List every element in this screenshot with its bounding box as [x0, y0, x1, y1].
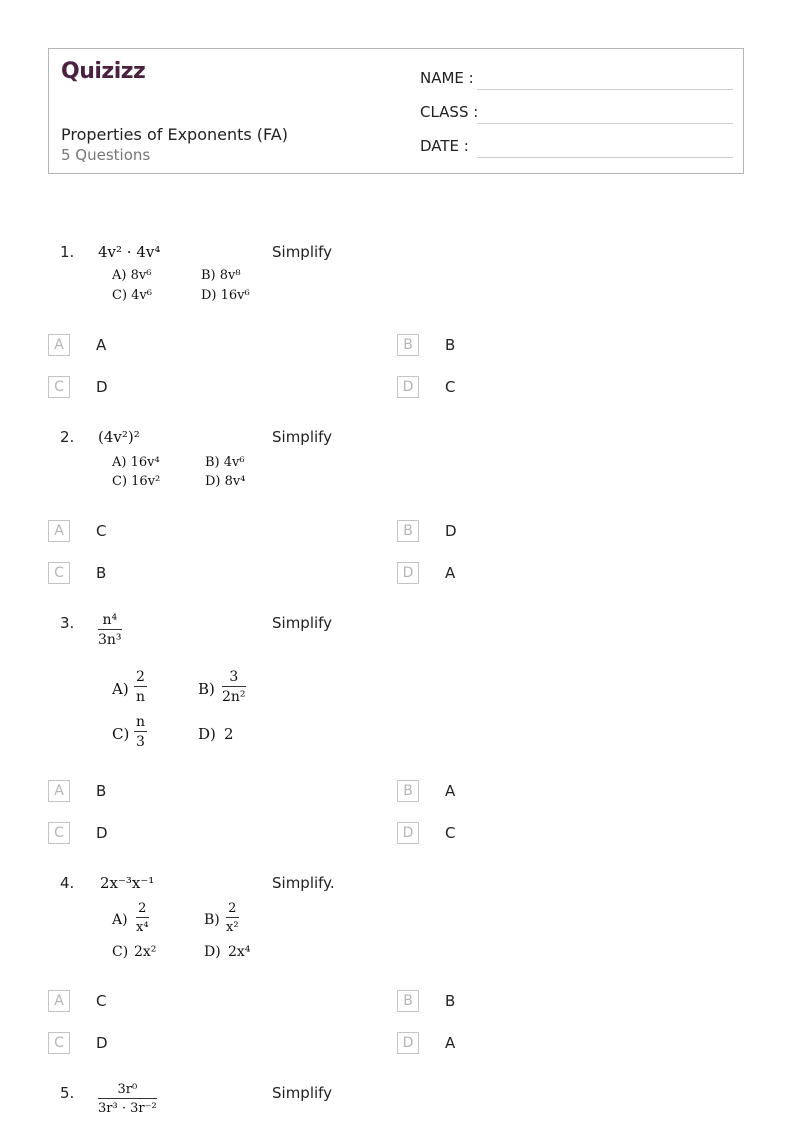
choice-label: A) [112, 680, 129, 698]
question-prompt: Simplify [272, 428, 333, 446]
question-number: 2. [60, 428, 75, 446]
worksheet-title: Properties of Exponents (FA) [61, 125, 288, 144]
question-prompt: Simplify [272, 243, 333, 261]
option-text: C [96, 522, 107, 540]
option-letter-box: D [397, 1032, 419, 1054]
option-text: A [445, 564, 456, 582]
choice-denominator: n [135, 689, 145, 705]
option-text: D [96, 1034, 108, 1052]
question-expression: (4v²)² [98, 428, 140, 446]
choice-numerator: n [136, 714, 146, 730]
quizizz-logo: Quizizz [61, 59, 146, 84]
option-text: A [96, 336, 107, 354]
question-number: 1. [60, 243, 75, 261]
choice-label: D) [204, 944, 221, 960]
question-number: 3. [60, 614, 75, 632]
option-letter-box: C [48, 822, 70, 844]
option-letter-box: C [48, 1032, 70, 1054]
choice-c-fraction [134, 714, 147, 750]
date-label: DATE : [420, 137, 469, 155]
choice-numerator: 2 [136, 901, 149, 918]
question-number: 4. [60, 874, 75, 892]
option-text: B [445, 336, 456, 354]
option-letter-box: A [48, 990, 70, 1012]
option-text: C [96, 992, 107, 1010]
class-label: CLASS : [420, 103, 479, 121]
option-letter-box: B [397, 520, 419, 542]
option-letter-box: A [48, 520, 70, 542]
choice-label: A) [112, 912, 128, 928]
date-line [477, 157, 733, 158]
option-text: B [96, 782, 107, 800]
option-letter-box: B [397, 334, 419, 356]
question-prompt: Simplify. [272, 874, 335, 892]
worksheet-header [48, 48, 744, 174]
choice-d: D) 16v⁶ [201, 288, 250, 303]
option-text: C [445, 378, 456, 396]
choice-a: A) 8v⁶ [112, 268, 152, 283]
choice-b: B) 8v⁸ [201, 268, 241, 283]
name-label: NAME : [420, 69, 474, 87]
choice-c: C) 16v² [112, 474, 161, 489]
option-text: D [96, 378, 108, 396]
choice-label: D) [198, 725, 216, 743]
choice-a: A) 16v⁴ [112, 455, 160, 470]
option-letter-box: B [397, 990, 419, 1012]
option-text: A [445, 782, 456, 800]
choice-b: B) 4v⁶ [205, 455, 245, 470]
class-line [477, 123, 733, 124]
option-letter-box: B [397, 780, 419, 802]
option-text: B [96, 564, 107, 582]
choice-a-fraction [134, 669, 147, 705]
choice-label: C) [112, 944, 129, 960]
option-letter-box: C [48, 562, 70, 584]
option-text: A [445, 1034, 456, 1052]
option-letter-box: D [397, 562, 419, 584]
choice-d: D) 8v⁴ [205, 474, 246, 489]
option-text: D [445, 522, 457, 540]
option-letter-box: C [48, 376, 70, 398]
choice-d-value: 2x⁴ [228, 944, 251, 960]
choice-label: B) [198, 680, 215, 698]
choice-denominator: x² [226, 920, 239, 935]
expr-denominator: 3r³ · 3r⁻² [98, 1101, 157, 1116]
question-expression [98, 1082, 157, 1116]
option-letter-box: D [397, 376, 419, 398]
option-letter-box: D [397, 822, 419, 844]
choice-denominator: 3 [136, 734, 145, 750]
choice-c-value: 2x² [134, 944, 157, 960]
option-text: B [445, 992, 456, 1010]
choice-d-value: 2 [224, 725, 234, 743]
choice-denominator: x⁴ [136, 920, 149, 935]
option-text: D [96, 824, 108, 842]
question-count: 5 Questions [61, 146, 151, 164]
question-expression: 4v² · 4v⁴ [98, 243, 161, 261]
choice-numerator: 2 [136, 669, 145, 685]
choice-a-fraction [136, 901, 149, 935]
choice-label: B) [204, 912, 220, 928]
choice-denominator: 2n² [222, 689, 246, 705]
question-prompt: Simplify [272, 1084, 333, 1102]
expr-denominator: 3n³ [98, 632, 122, 648]
choice-b-fraction [226, 901, 239, 935]
choice-numerator: 2 [226, 901, 239, 918]
question-expression [98, 612, 122, 648]
choice-c: C) 4v⁶ [112, 288, 152, 303]
question-number: 5. [60, 1084, 75, 1102]
option-letter-box: A [48, 780, 70, 802]
option-text: C [445, 824, 456, 842]
question-prompt: Simplify [272, 614, 333, 632]
choice-label: C) [112, 725, 130, 743]
question-expression: 2x⁻³x⁻¹ [100, 874, 155, 892]
expr-numerator: n⁴ [98, 612, 122, 630]
expr-numerator: 3r⁰ [98, 1082, 157, 1099]
name-line [477, 89, 733, 90]
choice-b-fraction [222, 669, 246, 705]
choice-numerator: 3 [222, 669, 246, 687]
option-letter-box: A [48, 334, 70, 356]
